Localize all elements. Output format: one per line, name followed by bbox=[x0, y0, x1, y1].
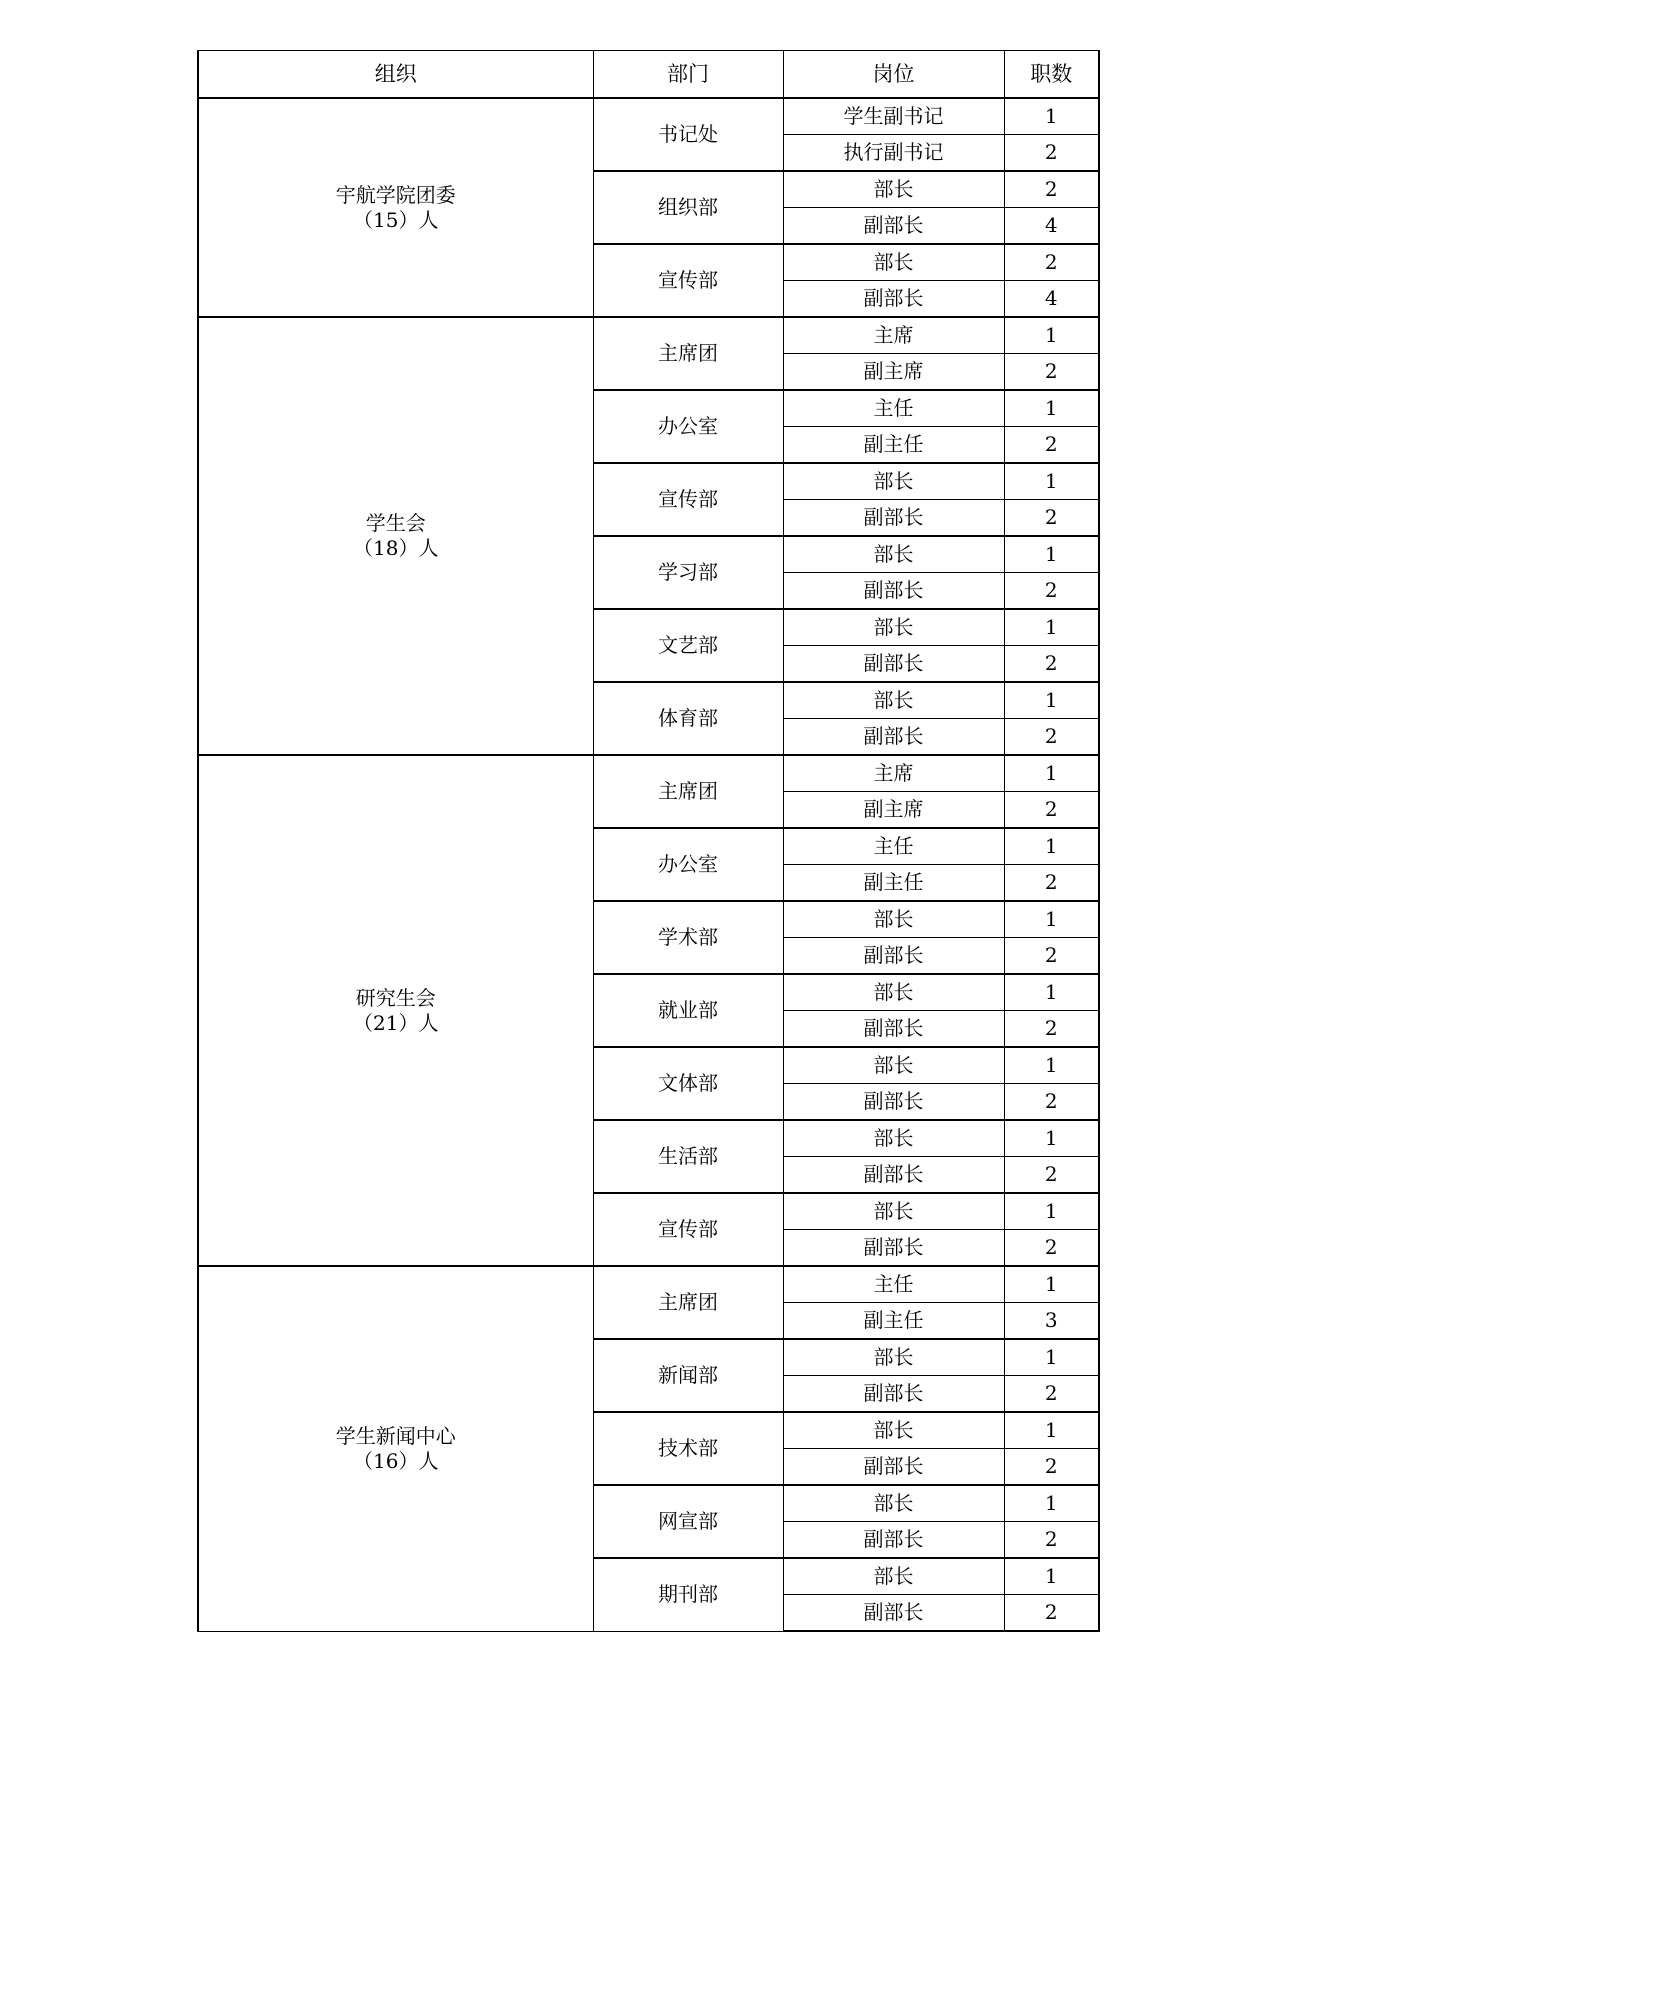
header-quota: 职数 bbox=[1004, 51, 1099, 99]
position-cell: 副部长 bbox=[783, 500, 1004, 537]
quota-cell: 2 bbox=[1004, 244, 1099, 281]
quota-cell: 1 bbox=[1004, 1120, 1099, 1157]
quota-cell: 4 bbox=[1004, 281, 1099, 318]
position-cell: 副主席 bbox=[783, 354, 1004, 391]
table-row bbox=[198, 98, 1099, 135]
position-cell: 副部长 bbox=[783, 719, 1004, 756]
position-cell: 副主任 bbox=[783, 1303, 1004, 1340]
position-cell: 副主任 bbox=[783, 427, 1004, 464]
position-cell: 执行副书记 bbox=[783, 135, 1004, 172]
table-row bbox=[198, 317, 1099, 354]
department-cell: 期刊部 bbox=[593, 1558, 783, 1631]
quota-cell: 2 bbox=[1004, 1449, 1099, 1486]
department-cell: 书记处 bbox=[593, 98, 783, 171]
table-row bbox=[198, 755, 1099, 792]
organization-name: 学生会 bbox=[365, 511, 426, 535]
department-cell: 办公室 bbox=[593, 828, 783, 901]
organization-cell bbox=[198, 1266, 593, 1631]
department-cell: 技术部 bbox=[593, 1412, 783, 1485]
department-cell: 宣传部 bbox=[593, 1193, 783, 1266]
position-cell: 部长 bbox=[783, 463, 1004, 500]
department-cell: 学习部 bbox=[593, 536, 783, 609]
table-body bbox=[198, 98, 1099, 1631]
quota-cell: 1 bbox=[1004, 390, 1099, 427]
quota-cell: 2 bbox=[1004, 1230, 1099, 1267]
header-department: 部门 bbox=[593, 51, 783, 99]
position-cell: 副部长 bbox=[783, 1011, 1004, 1048]
quota-cell: 2 bbox=[1004, 1522, 1099, 1559]
quota-cell: 1 bbox=[1004, 1193, 1099, 1230]
roster-table-container bbox=[197, 50, 1098, 1632]
position-cell: 副部长 bbox=[783, 938, 1004, 975]
position-cell: 学生副书记 bbox=[783, 98, 1004, 135]
position-cell: 部长 bbox=[783, 536, 1004, 573]
position-cell: 副部长 bbox=[783, 573, 1004, 610]
position-cell: 副部长 bbox=[783, 208, 1004, 245]
quota-cell: 1 bbox=[1004, 682, 1099, 719]
quota-cell: 1 bbox=[1004, 1485, 1099, 1522]
quota-cell: 2 bbox=[1004, 792, 1099, 829]
position-cell: 副部长 bbox=[783, 1376, 1004, 1413]
position-cell: 部长 bbox=[783, 1120, 1004, 1157]
position-cell: 主任 bbox=[783, 1266, 1004, 1303]
position-cell: 主席 bbox=[783, 317, 1004, 354]
department-cell: 宣传部 bbox=[593, 463, 783, 536]
quota-cell: 2 bbox=[1004, 427, 1099, 464]
table-row bbox=[198, 1266, 1099, 1303]
quota-cell: 2 bbox=[1004, 1084, 1099, 1121]
quota-cell: 1 bbox=[1004, 463, 1099, 500]
department-cell: 文体部 bbox=[593, 1047, 783, 1120]
quota-cell: 1 bbox=[1004, 828, 1099, 865]
department-cell: 新闻部 bbox=[593, 1339, 783, 1412]
position-cell: 副部长 bbox=[783, 1084, 1004, 1121]
department-cell: 学术部 bbox=[593, 901, 783, 974]
position-cell: 部长 bbox=[783, 609, 1004, 646]
position-cell: 部长 bbox=[783, 244, 1004, 281]
quota-cell: 1 bbox=[1004, 1412, 1099, 1449]
department-cell: 网宣部 bbox=[593, 1485, 783, 1558]
quota-cell: 2 bbox=[1004, 500, 1099, 537]
quota-cell: 2 bbox=[1004, 354, 1099, 391]
position-cell: 部长 bbox=[783, 1339, 1004, 1376]
quota-cell: 1 bbox=[1004, 317, 1099, 354]
header-row bbox=[198, 51, 1099, 99]
department-cell: 生活部 bbox=[593, 1120, 783, 1193]
position-cell: 主任 bbox=[783, 390, 1004, 427]
department-cell: 宣传部 bbox=[593, 244, 783, 317]
quota-cell: 1 bbox=[1004, 609, 1099, 646]
position-cell: 副部长 bbox=[783, 1157, 1004, 1194]
position-cell: 部长 bbox=[783, 901, 1004, 938]
organization-cell bbox=[198, 98, 593, 317]
quota-cell: 1 bbox=[1004, 901, 1099, 938]
quota-cell: 2 bbox=[1004, 1595, 1099, 1632]
department-cell: 主席团 bbox=[593, 1266, 783, 1339]
position-cell: 部长 bbox=[783, 1047, 1004, 1084]
position-cell: 部长 bbox=[783, 1412, 1004, 1449]
quota-cell: 1 bbox=[1004, 1047, 1099, 1084]
quota-cell: 2 bbox=[1004, 1157, 1099, 1194]
position-cell: 部长 bbox=[783, 1485, 1004, 1522]
position-cell: 部长 bbox=[783, 974, 1004, 1011]
department-cell: 主席团 bbox=[593, 317, 783, 390]
organization-headcount: （18）人 bbox=[353, 536, 439, 560]
quota-cell: 2 bbox=[1004, 1011, 1099, 1048]
position-cell: 部长 bbox=[783, 682, 1004, 719]
position-cell: 副部长 bbox=[783, 1449, 1004, 1486]
quota-cell: 1 bbox=[1004, 536, 1099, 573]
header-position: 岗位 bbox=[783, 51, 1004, 99]
table-header bbox=[198, 51, 1099, 99]
position-cell: 部长 bbox=[783, 171, 1004, 208]
organization-cell bbox=[198, 755, 593, 1266]
quota-cell: 2 bbox=[1004, 573, 1099, 610]
quota-cell: 2 bbox=[1004, 135, 1099, 172]
position-cell: 副主席 bbox=[783, 792, 1004, 829]
organization-headcount: （15）人 bbox=[353, 207, 439, 232]
position-cell: 副部长 bbox=[783, 1595, 1004, 1632]
quota-cell: 2 bbox=[1004, 646, 1099, 683]
organization-cell bbox=[198, 317, 593, 755]
organization-name: 研究生会 bbox=[355, 985, 436, 1010]
quota-cell: 1 bbox=[1004, 755, 1099, 792]
quota-cell: 1 bbox=[1004, 1558, 1099, 1595]
department-cell: 办公室 bbox=[593, 390, 783, 463]
organization-roster-table bbox=[197, 50, 1100, 1632]
position-cell: 主席 bbox=[783, 755, 1004, 792]
organization-headcount: （21）人 bbox=[353, 1010, 439, 1035]
position-cell: 副部长 bbox=[783, 1230, 1004, 1267]
department-cell: 主席团 bbox=[593, 755, 783, 828]
organization-name: 学生新闻中心 bbox=[335, 1423, 456, 1448]
quota-cell: 3 bbox=[1004, 1303, 1099, 1340]
position-cell: 副部长 bbox=[783, 1522, 1004, 1559]
department-cell: 就业部 bbox=[593, 974, 783, 1047]
position-cell: 部长 bbox=[783, 1193, 1004, 1230]
department-cell: 体育部 bbox=[593, 682, 783, 755]
quota-cell: 2 bbox=[1004, 171, 1099, 208]
quota-cell: 1 bbox=[1004, 974, 1099, 1011]
quota-cell: 4 bbox=[1004, 208, 1099, 245]
quota-cell: 2 bbox=[1004, 938, 1099, 975]
position-cell: 副主任 bbox=[783, 865, 1004, 902]
organization-headcount: （16）人 bbox=[353, 1448, 439, 1473]
department-cell: 文艺部 bbox=[593, 609, 783, 682]
quota-cell: 2 bbox=[1004, 1376, 1099, 1413]
position-cell: 主任 bbox=[783, 828, 1004, 865]
quota-cell: 1 bbox=[1004, 98, 1099, 135]
position-cell: 副部长 bbox=[783, 646, 1004, 683]
quota-cell: 2 bbox=[1004, 865, 1099, 902]
header-organization: 组织 bbox=[198, 51, 593, 99]
quota-cell: 2 bbox=[1004, 719, 1099, 756]
quota-cell: 1 bbox=[1004, 1339, 1099, 1376]
position-cell: 部长 bbox=[783, 1558, 1004, 1595]
organization-name: 宇航学院团委 bbox=[335, 182, 456, 207]
position-cell: 副部长 bbox=[783, 281, 1004, 318]
department-cell: 组织部 bbox=[593, 171, 783, 244]
quota-cell: 1 bbox=[1004, 1266, 1099, 1303]
